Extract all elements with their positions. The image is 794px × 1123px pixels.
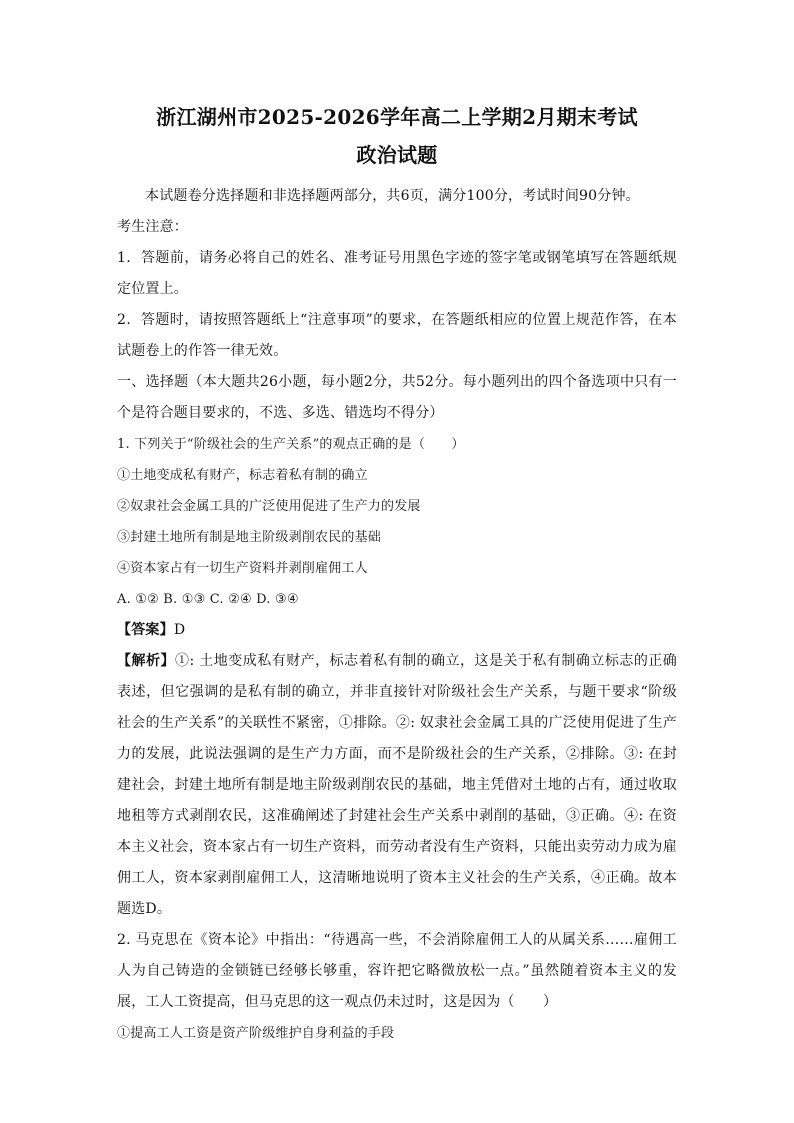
question-2-option-1: ①提高工人工资是资产阶级维护自身利益的手段 xyxy=(117,1026,395,1041)
question-1-answer xyxy=(117,615,677,646)
question-1-option-1: ①土地变成私有财产，标志着私有制的确立 xyxy=(117,468,368,483)
question-1-stem: 1. 下列关于“阶级社会的生产关系”的观点正确的是（ ） xyxy=(117,437,465,452)
analysis-text: ①: 土地变成私有财产，标志着私有制的确立，这是关于私有制确立标志的正确表述，但它强调的是私有制的确立，并非直接针对阶级社会生产关系，与题干要求“阶级社会的生产关系”的关联性不紧密，①排除。②: 奴隶社会金属工具的广泛使用促进了生产力的发展，此说法强调的是生产力方面，而不是阶级社会的生产关系，②排除。③: 在封建社会，封建土地所有制是地主阶级剥削农民的基础，地主凭借对土地的占有，通过收取地租等方式剥削农民，这准确阐述了封建社会生产关系中剥削的基础，③正确。④: 在资本主义社会，资本家占有一切生产资料，而劳动者没有生产资料，只能出卖劳动力成为雇佣工人，资本家剥削雇佣工人，这清晰地说明了资本主义社会的生产关系，④正确。故本题选D。 xyxy=(117,653,677,917)
question-2-stem: 2. 马克思在《资本论》中指出：“待遇高一些，不会消除雇佣工人的从属关系……雇佣工人为自己铸造的金锁链已经够长够重，容许把它略微放松一点。”虽然随着资本主义的发展，工人工资提高，但马克思的这一观点仍未过时，这是因为（ ） xyxy=(117,932,677,1010)
question-1-option-3: ③封建土地所有制是地主阶级剥削农民的基础 xyxy=(117,530,382,545)
answer-label: 【答案】 xyxy=(117,622,174,638)
notice-heading: 考生注意： xyxy=(117,219,188,235)
intro-paragraph: 本试题卷分选择题和非选择题两部分，共6页，满分100分，考试时间90分钟。 xyxy=(145,188,640,204)
document-page xyxy=(117,100,677,1049)
question-1-option-4: ④资本家占有一切生产资料并剥削雇佣工人 xyxy=(117,561,368,576)
question-1-analysis xyxy=(117,646,677,925)
answer-value: D xyxy=(173,622,186,638)
question-1-choices: A. ①② B. ①③ C. ②④ D. ③④ xyxy=(117,592,299,607)
page-subtitle: 政治试题 xyxy=(356,143,438,167)
section-heading: 一、选择题（本大题共26小题，每小题2分，共52分。每小题列出的四个备选项中只有一个是符合题目要求的，不选、多选、错选均不得分） xyxy=(117,374,677,421)
notice-item-1: 1．答题前，请务必将自己的姓名、准考证号用黑色字迹的签字笔或钢笔填写在答题纸规定位置上。 xyxy=(117,250,677,297)
question-1-option-2: ②奴隶社会金属工具的广泛使用促进了生产力的发展 xyxy=(117,499,421,514)
analysis-label: 【解析】 xyxy=(117,653,175,669)
notice-item-2: 2．答题时，请按照答题纸上“注意事项”的要求，在答题纸相应的位置上规范作答，在本试题卷上的作答一律无效。 xyxy=(117,312,677,359)
page-title: 浙江湖州市2025-2026学年高二上学期2月期末考试 xyxy=(156,105,638,129)
